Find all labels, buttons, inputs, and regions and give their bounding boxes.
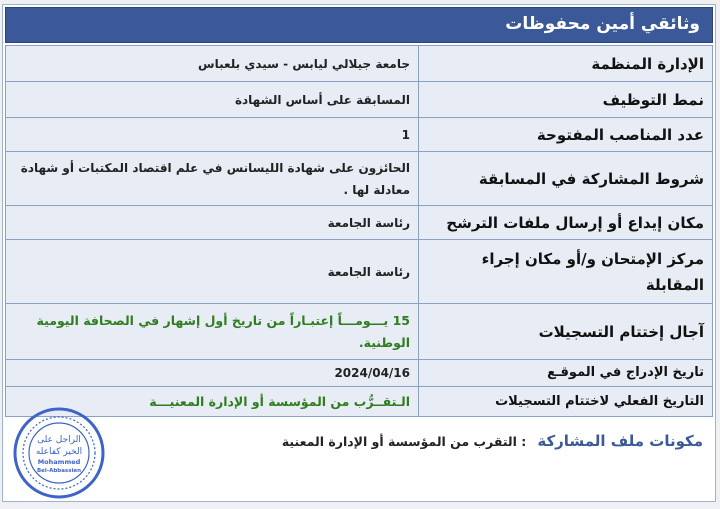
table-row (6, 206, 713, 240)
table-row (6, 82, 713, 118)
row-value-posting-date: 2024/04/16 (6, 360, 419, 387)
row-value-participation-conditions: الحائزون على شهادة الليسانس في علم اقتصاد المكتبات أو شهادة معادلة لها . (6, 152, 419, 206)
job-info-card (2, 4, 716, 502)
card-title: وثائقي أمين محفوظات (5, 7, 713, 43)
row-value-open-positions: 1 (6, 118, 419, 152)
row-value-registration-deadline: 15 يـــومـــاً إعتبـاراً من تاريخ أول إشهار في الصحافة اليومية الوطنية. (6, 304, 419, 360)
row-label-open-positions: عدد المناصب المفتوحة (419, 118, 713, 152)
stamp-line-2: الخير كفاعله (35, 447, 83, 457)
table-row (6, 118, 713, 152)
row-value-exam-center: رئاسة الجامعة (6, 240, 419, 304)
table-row (6, 304, 713, 360)
row-label-organizing-administration: الإدارة المنظمة (419, 46, 713, 82)
stamp-line-3: Mohammed (37, 458, 81, 466)
stamp-seal-icon (12, 406, 106, 500)
file-components-line (5, 427, 713, 459)
row-label-exam-center: مركز الإمتحان و/أو مكان إجراء المقابلة (419, 240, 713, 304)
row-value-recruitment-type: المسابقة على أساس الشهادة (6, 82, 419, 118)
table-row (6, 46, 713, 82)
row-label-registration-deadline: آجال إختتام التسجيلات (419, 304, 713, 360)
row-value-organizing-administration: جامعة جيلالي ليابس - سيدي بلعباس (6, 46, 419, 82)
info-table (5, 45, 713, 417)
stamp-line-4: Bel-Abbassien (36, 468, 82, 474)
file-components-label: مكونات ملف المشاركة (537, 432, 703, 450)
stamp-line-1: الراجل على (37, 435, 81, 445)
table-row (6, 387, 713, 417)
row-value-filing-location: رئاسة الجامعة (6, 206, 419, 240)
table-row (6, 152, 713, 206)
row-label-recruitment-type: نمط التوظيف (419, 82, 713, 118)
table-row (6, 240, 713, 304)
row-label-filing-location: مكان إيداع أو إرسال ملفات الترشح (419, 206, 713, 240)
row-label-participation-conditions: شروط المشاركة في المسابقة (419, 152, 713, 206)
table-row (6, 360, 713, 387)
row-label-actual-closing-date: التاريخ الفعلي لاختتام التسجيلات (419, 387, 713, 417)
round-stamp (12, 406, 106, 500)
row-value-actual-closing-date: الـتقــرُّب من المؤسسة أو الإدارة المعنيـــة (6, 387, 419, 417)
row-label-posting-date: تاريخ الإدراج في الموقـع (419, 360, 713, 387)
file-components-value: : التقرب من المؤسسة أو الإدارة المعنية (281, 434, 527, 449)
